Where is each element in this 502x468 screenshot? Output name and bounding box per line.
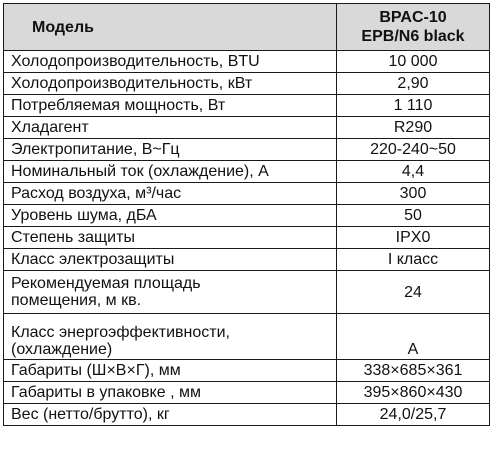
- header-label-cell: [4, 4, 337, 51]
- table-row: [4, 271, 490, 314]
- row-value: 4,4: [337, 161, 490, 183]
- table-row: [4, 51, 490, 73]
- row-label: Холодопроизводительность, кВт: [4, 73, 337, 95]
- row-value: 1 110: [337, 95, 490, 117]
- row-value: 338×685×361: [337, 360, 490, 382]
- row-label-line-2: (охлаждение): [11, 341, 113, 358]
- table-row: [4, 183, 490, 205]
- row-value: 50: [337, 205, 490, 227]
- row-value: I класс: [337, 249, 490, 271]
- row-label-line-2: помещения, м кв.: [11, 292, 142, 309]
- table-row: [4, 404, 490, 426]
- model-name-line-1: BPAC-10: [379, 9, 447, 26]
- spec-table: [3, 3, 490, 426]
- row-label: [4, 314, 337, 360]
- row-label: Номинальный ток (охлаждение), А: [4, 161, 337, 183]
- row-label: [4, 271, 337, 314]
- row-label: Уровень шума, дБА: [4, 205, 337, 227]
- row-label: Габариты (Ш×В×Г), мм: [4, 360, 337, 382]
- row-label: Электропитание, В~Гц: [4, 139, 337, 161]
- table-row: [4, 139, 490, 161]
- table-row: [4, 382, 490, 404]
- table-row: [4, 95, 490, 117]
- row-value: 10 000: [337, 51, 490, 73]
- row-value: 300: [337, 183, 490, 205]
- table-row: [4, 360, 490, 382]
- row-label: Габариты в упаковке , мм: [4, 382, 337, 404]
- table-row: [4, 314, 490, 360]
- row-label-line-1: Класс энергоэффективности,: [11, 324, 230, 341]
- row-value: IPX0: [337, 227, 490, 249]
- row-label: Хладагент: [4, 117, 337, 139]
- model-name-line-2: EPB/N6 black: [361, 28, 465, 45]
- row-label: Класс электрозащиты: [4, 249, 337, 271]
- row-label: Степень защиты: [4, 227, 337, 249]
- row-value: 2,90: [337, 73, 490, 95]
- table-row: [4, 117, 490, 139]
- row-value: 395×860×430: [337, 382, 490, 404]
- row-label: Расход воздуха, м³/час: [4, 183, 337, 205]
- row-value: R290: [337, 117, 490, 139]
- header-model-cell: [337, 4, 490, 51]
- table-row: [4, 249, 490, 271]
- row-value: 220-240~50: [337, 139, 490, 161]
- header-label: Модель: [32, 18, 94, 36]
- row-label: Потребляемая мощность, Вт: [4, 95, 337, 117]
- row-value: A: [337, 314, 490, 360]
- table-header-row: [4, 4, 490, 51]
- row-label: Холодопроизводительность, BTU: [4, 51, 337, 73]
- table-row: [4, 227, 490, 249]
- table-row: [4, 73, 490, 95]
- row-value: 24,0/25,7: [337, 404, 490, 426]
- table-row: [4, 205, 490, 227]
- row-value: 24: [337, 271, 490, 314]
- row-label-line-1: Рекомендуемая площадь: [11, 275, 201, 292]
- row-label: Вес (нетто/брутто), кг: [4, 404, 337, 426]
- table-row: [4, 161, 490, 183]
